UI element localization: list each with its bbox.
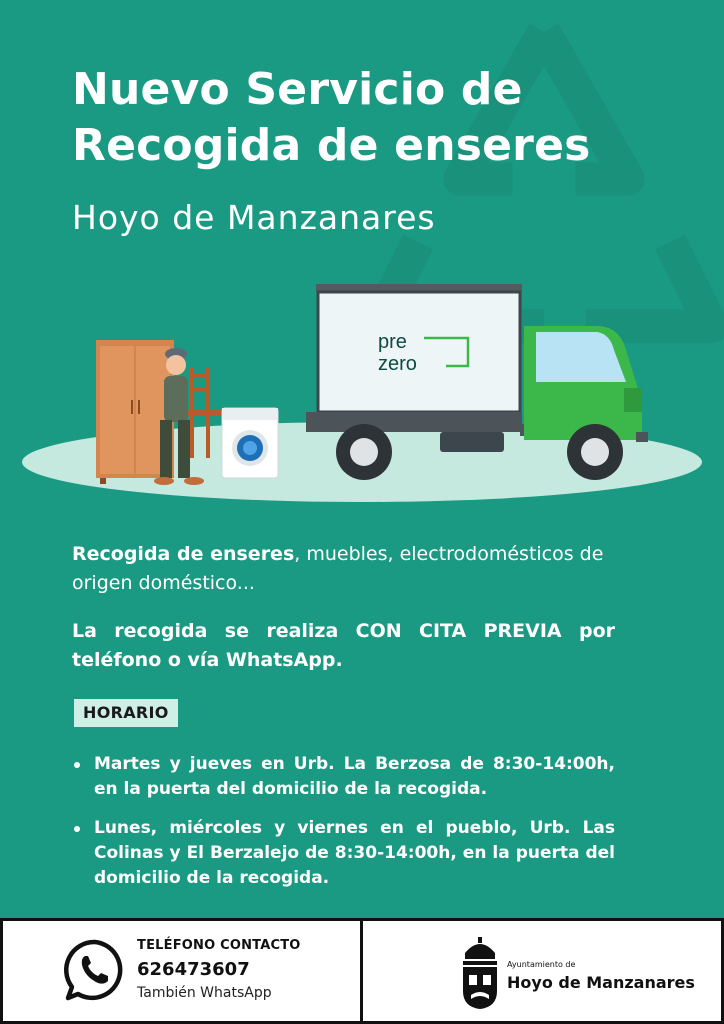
washing-machine-icon bbox=[222, 408, 278, 478]
truck-icon bbox=[306, 284, 648, 480]
whatsapp-note: También WhatsApp bbox=[137, 985, 272, 1001]
bullet-icon bbox=[74, 762, 80, 768]
schedule-item-text: Martes y jueves en Urb. La Berzosa de 8:30-14:00h, en la puerta del domicilio de la recogida. bbox=[94, 754, 615, 799]
collection-illustration bbox=[0, 270, 724, 510]
title-line-1: Nuevo Servicio de bbox=[72, 64, 523, 115]
page-subtitle: Hoyo de Manzanares bbox=[72, 198, 436, 237]
ayuntamiento-small: Ayuntamiento de bbox=[507, 960, 576, 969]
truck-logo-top: pre bbox=[378, 331, 407, 353]
whatsapp-phone-icon bbox=[63, 938, 127, 1002]
schedule-item-text: Lunes, miércoles y viernes en el pueblo, Urb. Las Colinas y El Berzalejo de 8:30-14:00h, en la puerta del domicilio de la recogida. bbox=[94, 818, 615, 888]
footer bbox=[0, 918, 724, 1024]
bullet-icon bbox=[74, 826, 80, 832]
intro-bold: Recogida de enseres bbox=[72, 543, 295, 565]
contact-label: TELÉFONO CONTACTO bbox=[137, 938, 301, 953]
contact-box bbox=[3, 921, 363, 1021]
list-item bbox=[72, 752, 615, 802]
title-line-2: Recogida de enseres bbox=[72, 120, 591, 171]
schedule-list bbox=[72, 752, 615, 905]
intro-text bbox=[72, 540, 632, 598]
intro-rest: , muebles, electrodomésticos de origen doméstico... bbox=[72, 543, 604, 594]
list-item bbox=[72, 816, 615, 891]
ayuntamiento-name: Hoyo de Manzanares bbox=[507, 973, 695, 992]
truck-logo-bottom: zero bbox=[378, 353, 417, 375]
page-title bbox=[72, 62, 672, 174]
schedule-label: HORARIO bbox=[74, 699, 178, 727]
appointment-notice: La recogida se realiza CON CITA PREVIA por teléfono o vía WhatsApp. bbox=[72, 620, 615, 671]
phone-number: 626473607 bbox=[137, 959, 250, 980]
ayuntamiento-box bbox=[363, 921, 721, 1021]
municipal-crest-icon bbox=[459, 935, 501, 1011]
